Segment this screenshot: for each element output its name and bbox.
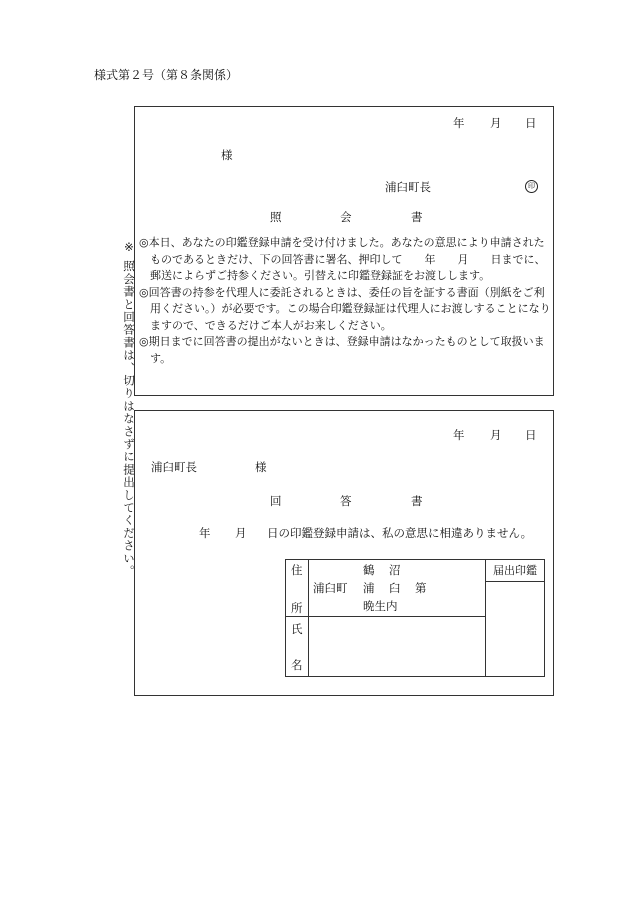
registered-seal-label: 届出印鑑 (486, 560, 544, 582)
notice-item: ◎回答書の持参を代理人に委託されるときは、委任の旨を証する書面（別紙をご利用ください。）が必要です。この場合印鑑登録証は代理人にお渡しすることになりますので、できるだけご本人がお来しください。 (139, 285, 551, 332)
statement-month: 月 (235, 526, 247, 540)
district-char: 鶴 (363, 563, 375, 577)
inquiry-title-char-1: 照 (270, 210, 282, 224)
inquiry-date-month: 月 (490, 116, 502, 130)
inquiry-title-char-2: 会 (340, 210, 352, 224)
district-char: 臼 (389, 581, 401, 595)
district-char: 沼 (389, 563, 401, 577)
registered-seal-cell (486, 560, 545, 677)
statement-text: 日の印鑑登録申請は、私の意思に相違ありません。 (267, 526, 533, 540)
name-label-bottom: 名 (291, 658, 303, 673)
address-label-top: 住 (291, 563, 303, 577)
side-note: ※ 照会書と回答書は、切りはなさずに提出してください。 (122, 240, 136, 578)
name-label-top: 氏 (291, 622, 303, 637)
reply-addressee: 浦臼町長 (151, 460, 197, 474)
notice-item: ◎本日、あなたの印鑑登録申請を受け付けました。あなたの意思により申請されたものであるときだけ、下の回答書に署名、押印して 年 月 日までに、郵送によらずご持参ください。引替えに印鑑登録証をお渡しします。 (139, 236, 546, 282)
district-char: 第 (415, 581, 427, 595)
district-char: 浦 (363, 581, 375, 595)
address-label-bottom: 所 (291, 601, 303, 615)
reply-date-year: 年 (453, 428, 465, 442)
address-district-bottom: 晩生内 (363, 599, 398, 613)
reply-title-char-1: 回 (270, 494, 282, 508)
inquiry-date-day: 日 (525, 116, 537, 130)
address-label-cell (286, 560, 309, 617)
inquiry-section (134, 106, 554, 396)
notice-list (139, 235, 551, 367)
seal-mark: 印 (525, 178, 538, 193)
inquiry-title-char-3: 書 (411, 210, 423, 224)
inquiry-addressee-suffix: 様 (221, 148, 233, 162)
reply-date-day: 日 (525, 428, 537, 442)
address-field[interactable] (309, 560, 486, 617)
reply-addressee-suffix: 様 (255, 460, 267, 474)
reply-date-month: 月 (490, 428, 502, 442)
name-field[interactable] (309, 617, 486, 677)
name-label-cell (286, 617, 309, 677)
inquiry-sender: 浦臼町長 (385, 180, 431, 194)
inquiry-date-year: 年 (453, 116, 465, 130)
reply-title-char-2: 答 (340, 494, 352, 508)
address-town: 浦臼町 (313, 581, 348, 595)
notice-item: ◎期日までに回答書の提出がないときは、登録申請はなかったものとして取扱います。 (139, 335, 545, 365)
applicant-table (285, 559, 545, 677)
reply-section (134, 410, 554, 696)
statement-year: 年 (199, 526, 211, 540)
reply-title-char-3: 書 (411, 494, 423, 508)
form-number: 様式第２号（第８条関係） (94, 68, 239, 82)
registered-seal-stamp-area[interactable] (486, 582, 544, 676)
